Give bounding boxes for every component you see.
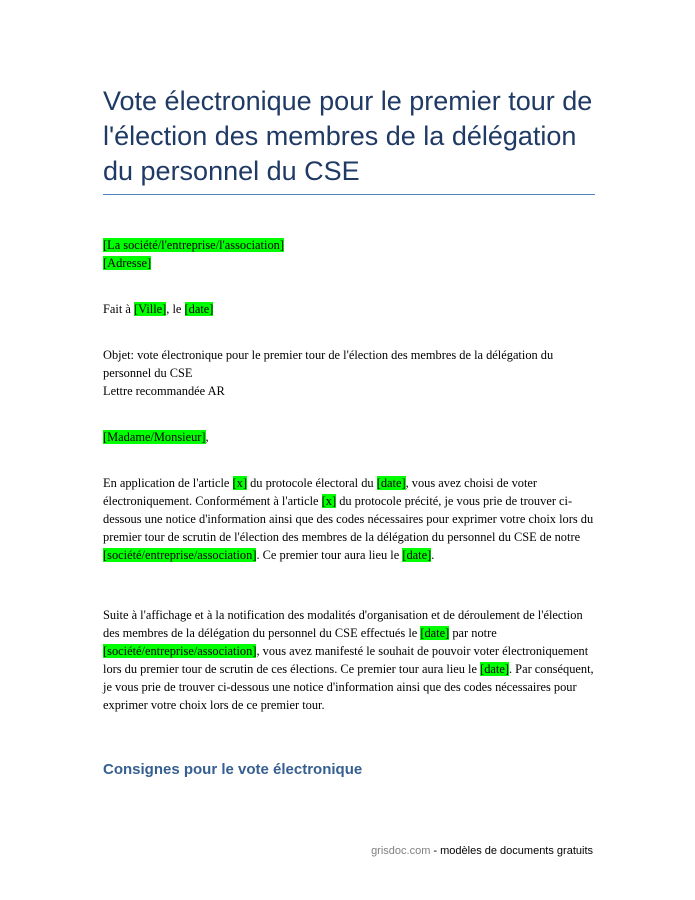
paragraph-1-text: En application de l'article [103,476,233,490]
address-placeholder: [Adresse] [103,256,152,270]
salutation-suffix: , [205,430,209,444]
sender-address-block [103,236,598,272]
paragraph-2-text: , vous avez manifesté le souhait de pouvoir voter électroniquement lors du premier tour de scrutin de ces élections. Ce premier tour aura lieu le [103,644,589,676]
place-prefix: Fait à [103,302,134,316]
paragraph-1-text: , vous avez choisi de voter électroniquement. Conformément à l'article [103,476,538,508]
organization-placeholder: [société/entreprise/association] [103,548,257,562]
date-placeholder: [date] [480,662,509,676]
paragraph-1-text: . Ce premier tour aura lieu le [256,548,403,562]
city-placeholder: [Ville] [133,302,167,316]
date-placeholder: [date] [376,476,406,490]
paragraph-1 [103,474,598,564]
title-divider [103,194,595,195]
section-heading: Consignes pour le vote électronique [103,761,363,778]
paragraph-1-text: du protocole précité, je vous prie de trouver ci-dessous une notice d'information ainsi que des codes nécessaires pour exprimer votre choix lors du premier tour de scrutin de l'élection des membres de la délégation du personnel du CSE de notre [103,494,594,544]
place-separator: , le [166,302,185,316]
organization-placeholder: [société/entreprise/association] [103,644,257,658]
article-placeholder: [x] [232,476,247,490]
subject-block [103,346,598,400]
salutation-placeholder: [Madame/Monsieur] [103,430,206,444]
article-placeholder: [x] [321,494,337,508]
place-date-line [103,300,598,318]
company-placeholder: [La société/l'entreprise/l'association] [103,238,284,252]
paragraph-2-text: Suite à l'affichage et à la notification des modalités d'organisation et de déroulement de l'élection des membres de la délégation du personnel du CSE effectués le [103,608,583,640]
salutation [103,428,598,446]
footer-text: - modèles de documents gratuits [430,845,593,857]
date-placeholder: [date] [420,626,450,640]
date-placeholder: [date] [402,548,432,562]
paragraph-2-text: par notre [449,626,497,640]
page-footer [371,845,593,857]
paragraph-1-text: du protocole électoral du [246,476,377,490]
footer-brand-link[interactable]: grisdoc.com [371,845,431,857]
subject-line: Objet: vote électronique pour le premier tour de l'élection des membres de la délégation du personnel du CSE [103,348,554,380]
paragraph-2-text: . Par conséquent, je vous prie de trouver ci-dessous une notice d'information ainsi que des codes nécessaires pour exprimer votre choix lors de ce premier tour. [103,662,594,712]
document-title: Vote électronique pour le premier tour de l'élection des membres de la délégation du personnel du CSE [103,86,593,186]
date-placeholder: [date] [184,302,214,316]
registered-mail-line: Lettre recommandée AR [103,384,225,398]
paragraph-2 [103,606,598,714]
paragraph-1-text: . [431,548,435,562]
